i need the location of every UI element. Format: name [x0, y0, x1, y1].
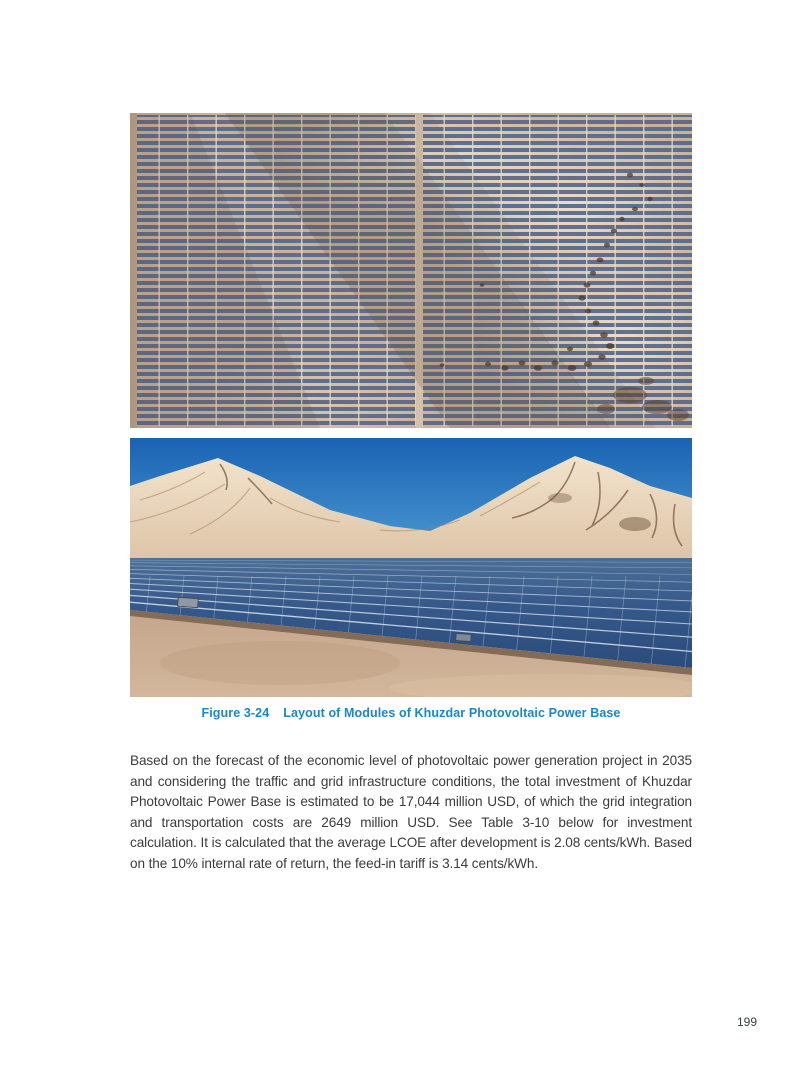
body-paragraph: Based on the forecast of the economic level of photovoltaic power generation project in 2035 and considering the traffic and grid infrastructure conditions, the total investment of Khuzdar Photovoltaic Power Base is estimated to be 17,044 million USD, of which the grid integration and transportation costs are 2649 million USD. See Table 3-10 below for investment calculation. It is calculated that the average LCOE after development is 2.08 cents/kWh. Based on the 10% internal rate of return, the feed-in tariff is 3.14 cents/kWh. — [130, 753, 692, 871]
figure-caption — [130, 706, 692, 720]
figure-label: Figure 3-24 — [201, 706, 270, 720]
aerial-layout-image — [130, 113, 692, 428]
page-number: 199 — [736, 1015, 757, 1029]
figure-title: Layout of Modules of Khuzdar Photovoltaic Power Base — [283, 706, 621, 720]
rendering-image — [130, 438, 692, 697]
